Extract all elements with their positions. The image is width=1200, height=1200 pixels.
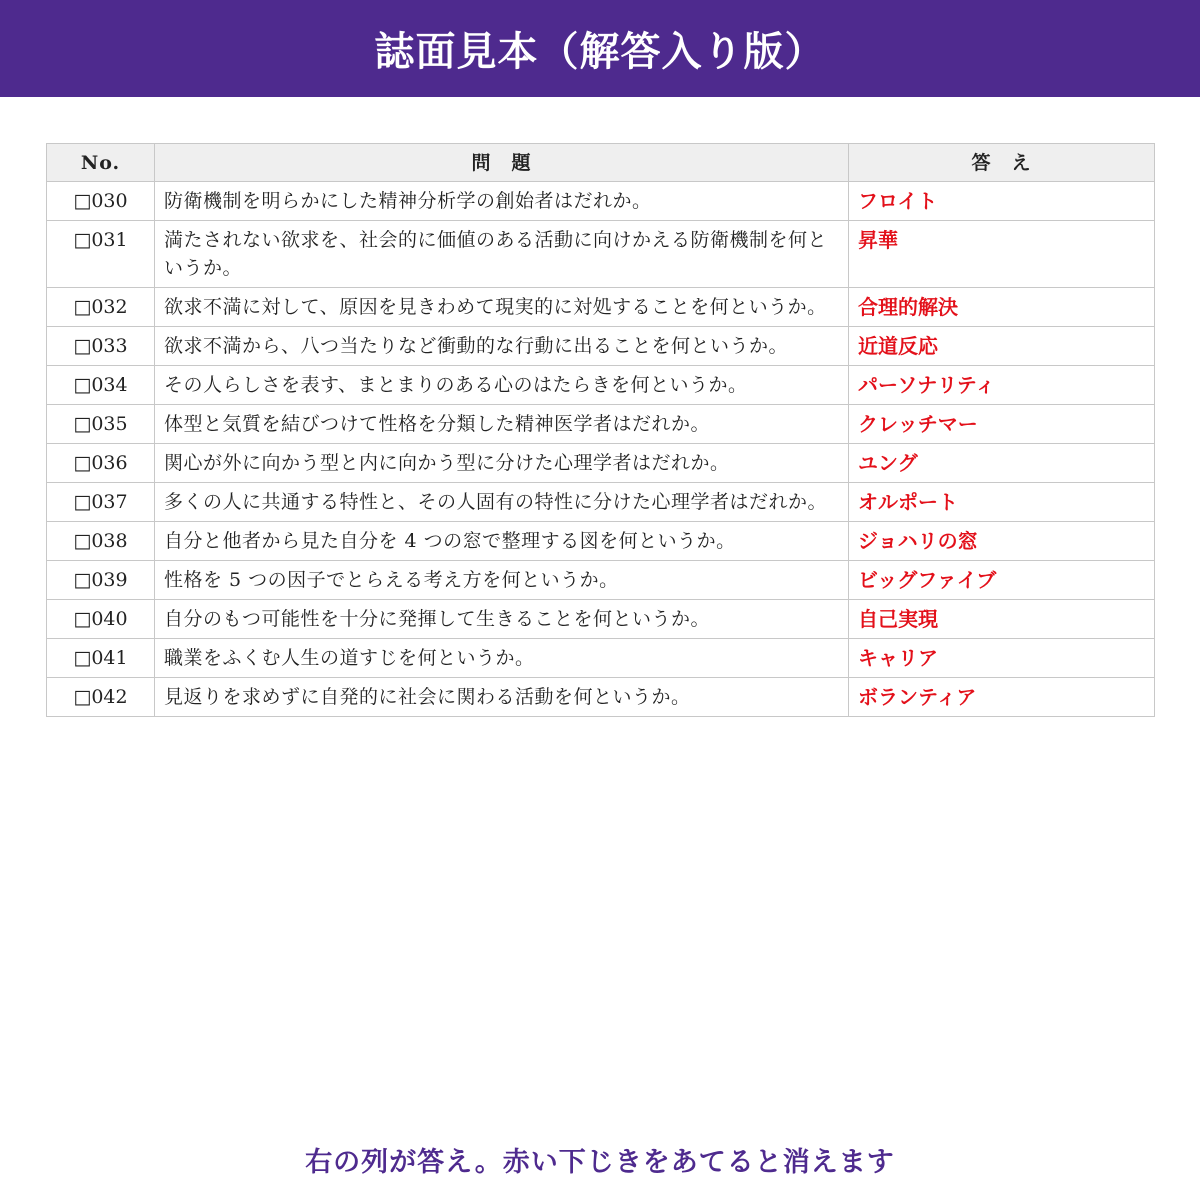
table-row bbox=[47, 522, 1155, 561]
question-number: □041 bbox=[47, 639, 155, 678]
column-header-answer: 答 え bbox=[849, 144, 1155, 182]
question-number: □032 bbox=[47, 288, 155, 327]
answer-text: フロイト bbox=[849, 182, 1155, 221]
question-text: 欲求不満から、八つ当たりなど衝動的な行動に出ることを何というか。 bbox=[155, 327, 849, 366]
page-title: 誌面見本（解答入り版） bbox=[374, 29, 826, 75]
question-text: 欲求不満に対して、原因を見きわめて現実的に対処することを何というか。 bbox=[155, 288, 849, 327]
question-number: □040 bbox=[47, 600, 155, 639]
answer-text: ボランティア bbox=[849, 678, 1155, 717]
answer-text: ユング bbox=[849, 444, 1155, 483]
table-row bbox=[47, 405, 1155, 444]
question-number: □033 bbox=[47, 327, 155, 366]
question-text: 職業をふくむ人生の道すじを何というか。 bbox=[155, 639, 849, 678]
table-row bbox=[47, 366, 1155, 405]
answer-text: 自己実現 bbox=[849, 600, 1155, 639]
question-number: □037 bbox=[47, 483, 155, 522]
column-header-question: 問 題 bbox=[155, 144, 849, 182]
answer-text: 近道反応 bbox=[849, 327, 1155, 366]
table-row bbox=[47, 327, 1155, 366]
question-text: 関心が外に向かう型と内に向かう型に分けた心理学者はだれか。 bbox=[155, 444, 849, 483]
table-row bbox=[47, 288, 1155, 327]
question-text: 防衛機制を明らかにした精神分析学の創始者はだれか。 bbox=[155, 182, 849, 221]
question-text: その人らしさを表す、まとまりのある心のはたらきを何というか。 bbox=[155, 366, 849, 405]
table-body bbox=[47, 182, 1155, 717]
question-text: 性格を 5 つの因子でとらえる考え方を何というか。 bbox=[155, 561, 849, 600]
question-text: 見返りを求めずに自発的に社会に関わる活動を何というか。 bbox=[155, 678, 849, 717]
answer-text: ジョハリの窓 bbox=[849, 522, 1155, 561]
question-text: 多くの人に共通する特性と、その人固有の特性に分けた心理学者はだれか。 bbox=[155, 483, 849, 522]
table-row bbox=[47, 600, 1155, 639]
question-number: □031 bbox=[47, 221, 155, 288]
question-number: □042 bbox=[47, 678, 155, 717]
qa-table bbox=[46, 143, 1155, 717]
question-number: □035 bbox=[47, 405, 155, 444]
question-text: 自分と他者から見た自分を 4 つの窓で整理する図を何というか。 bbox=[155, 522, 849, 561]
question-text: 満たされない欲求を、社会的に価値のある活動に向けかえる防衛機制を何というか。 bbox=[155, 221, 849, 288]
footer-note: 右の列が答え。赤い下じきをあてると消えます bbox=[305, 1147, 895, 1178]
table-row bbox=[47, 221, 1155, 288]
table-row bbox=[47, 182, 1155, 221]
answer-text: パーソナリティ bbox=[849, 366, 1155, 405]
question-number: □039 bbox=[47, 561, 155, 600]
answer-text: オルポート bbox=[849, 483, 1155, 522]
question-number: □034 bbox=[47, 366, 155, 405]
table-row bbox=[47, 444, 1155, 483]
question-number: □030 bbox=[47, 182, 155, 221]
table-row bbox=[47, 639, 1155, 678]
answer-text: ビッグファイブ bbox=[849, 561, 1155, 600]
question-number: □036 bbox=[47, 444, 155, 483]
answer-text: キャリア bbox=[849, 639, 1155, 678]
question-text: 体型と気質を結びつけて性格を分類した精神医学者はだれか。 bbox=[155, 405, 849, 444]
question-text: 自分のもつ可能性を十分に発揮して生きることを何というか。 bbox=[155, 600, 849, 639]
answer-text: 昇華 bbox=[849, 221, 1155, 288]
table-row bbox=[47, 678, 1155, 717]
column-header-no: No. bbox=[47, 144, 155, 182]
table-row bbox=[47, 483, 1155, 522]
table-header-row bbox=[47, 144, 1155, 182]
question-number: □038 bbox=[47, 522, 155, 561]
answer-text: 合理的解決 bbox=[849, 288, 1155, 327]
answer-text: クレッチマー bbox=[849, 405, 1155, 444]
header-bar bbox=[0, 0, 1200, 97]
table-row bbox=[47, 561, 1155, 600]
